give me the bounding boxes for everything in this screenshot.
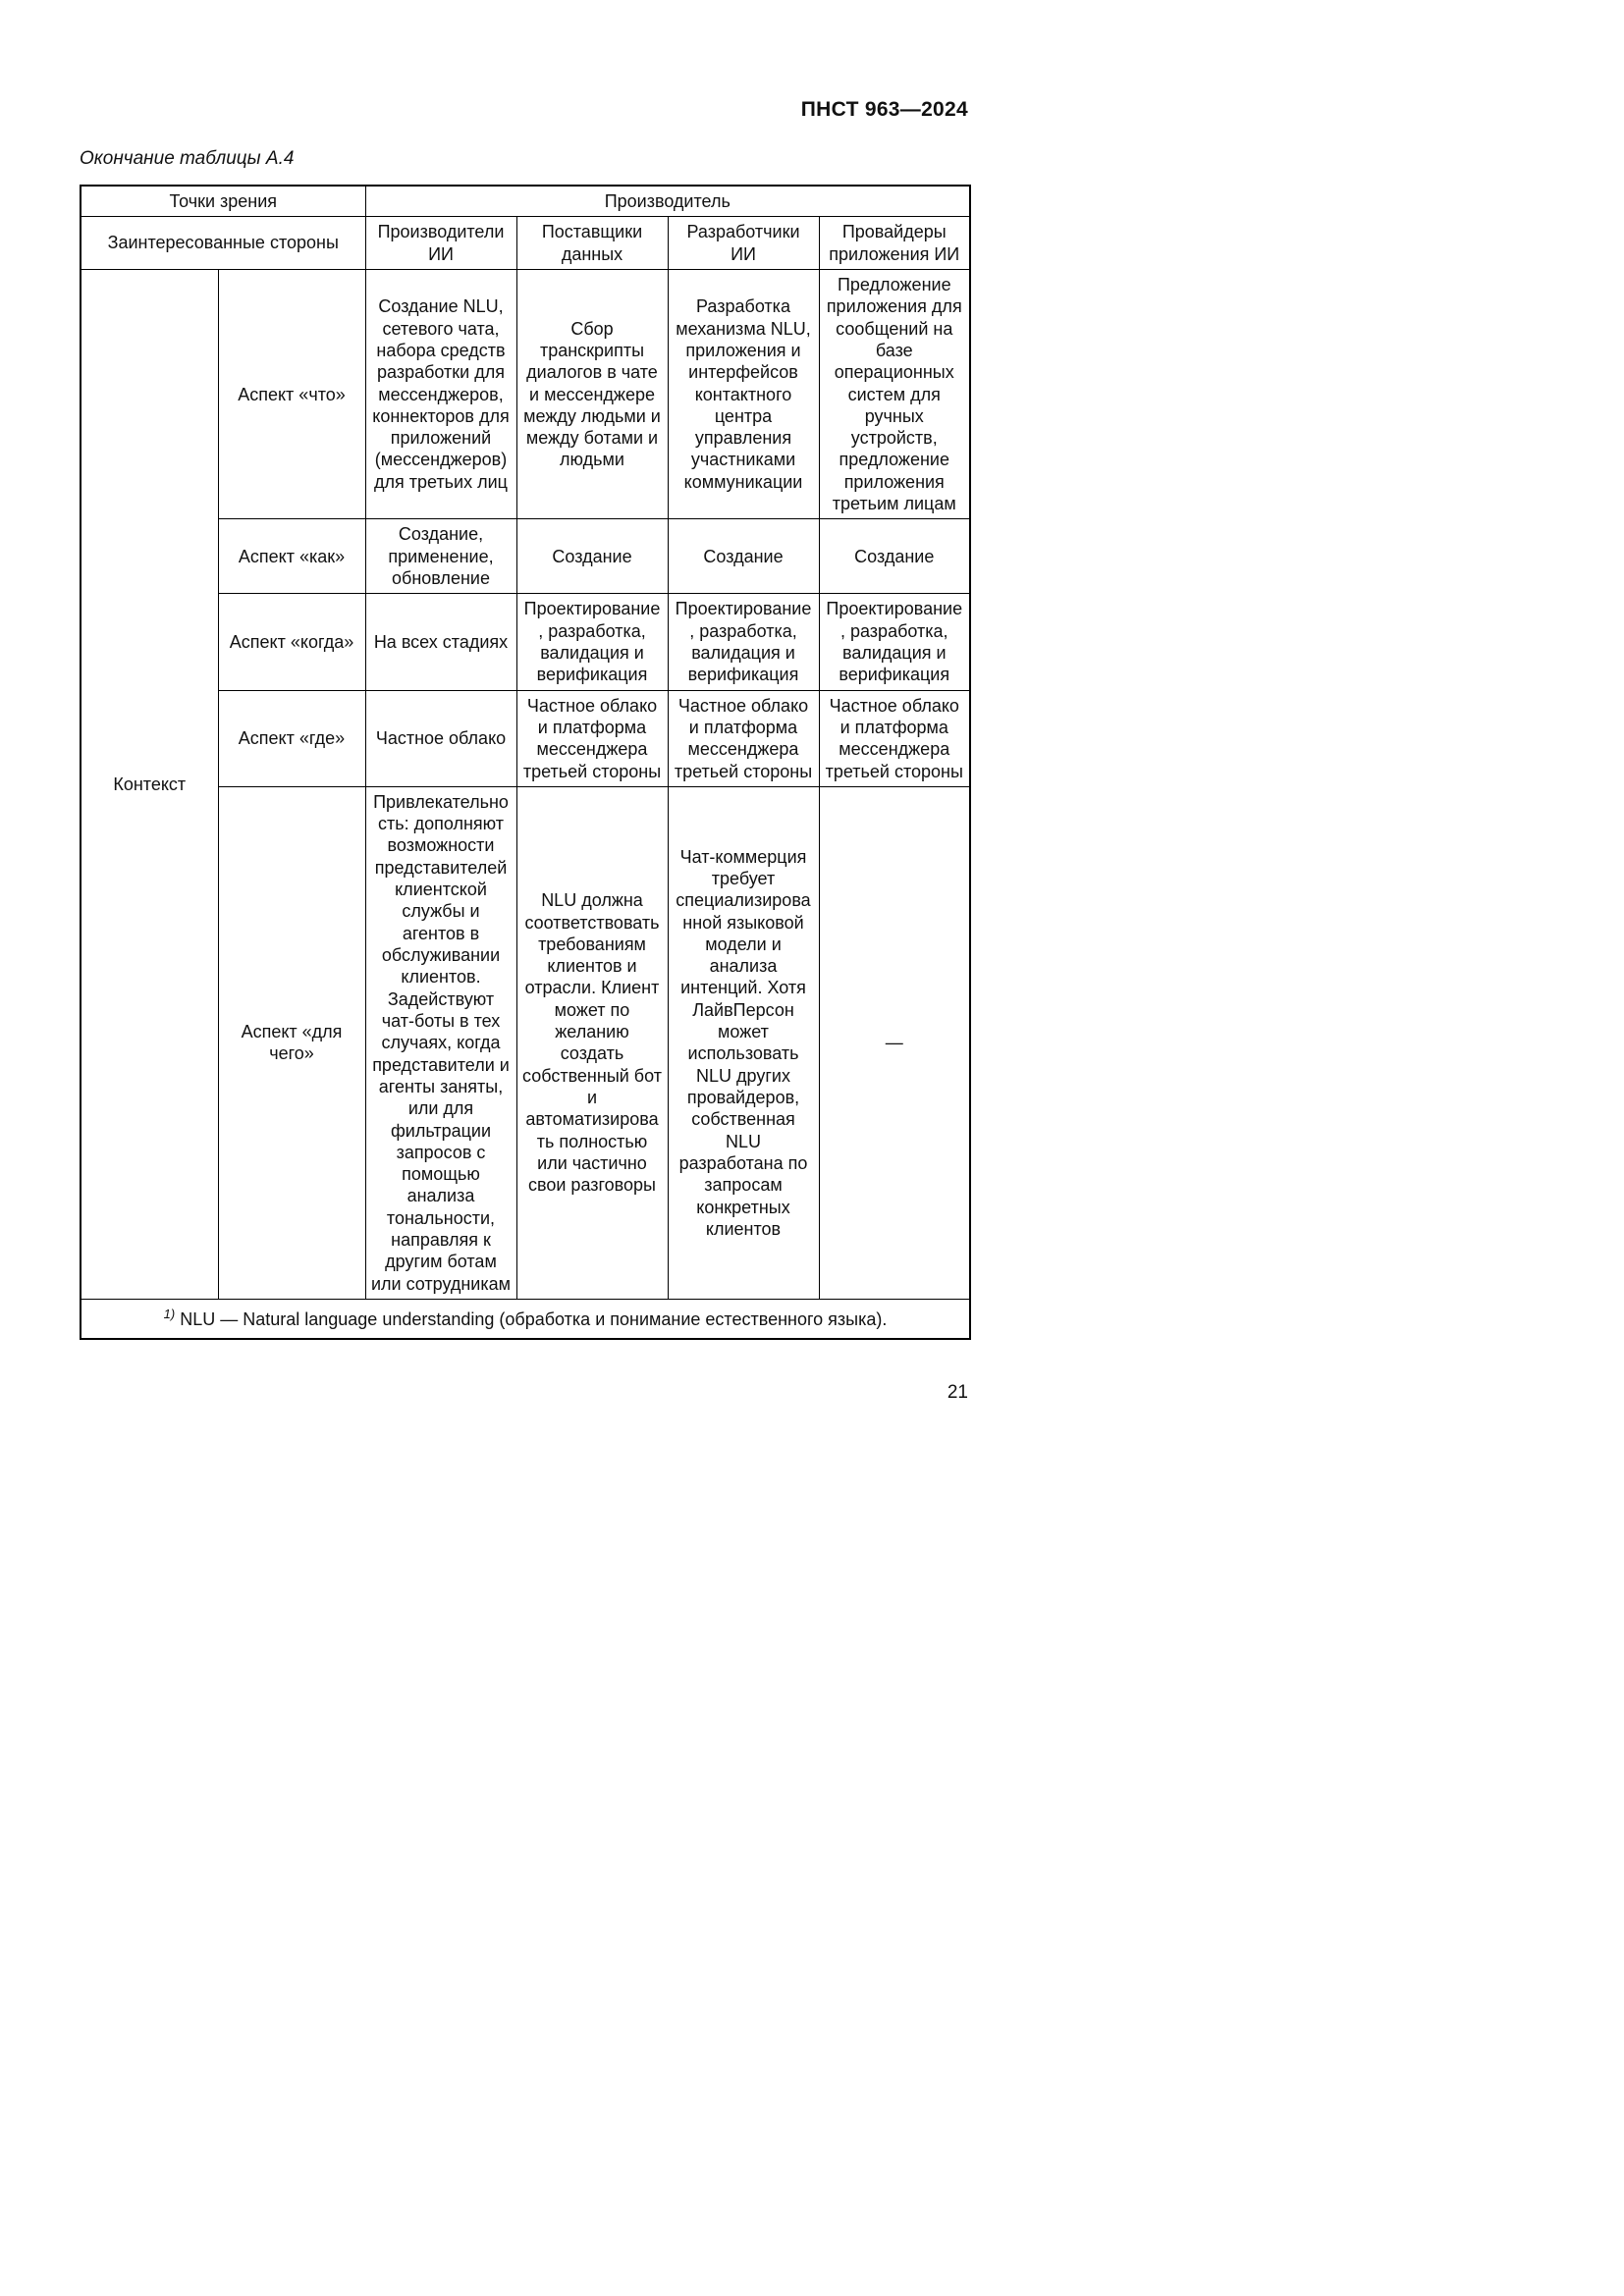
- footnote-marker: 1): [163, 1307, 176, 1322]
- table-footnote-row: [81, 1300, 970, 1339]
- table-cell: —: [819, 786, 970, 1299]
- table-header-row-columns: [81, 217, 970, 270]
- page-number: 21: [947, 1382, 968, 1403]
- footnote-text: NLU — Natural language understanding (обработка и понимание естественного языка).: [175, 1309, 888, 1330]
- table-cell: Частное облако и платформа мессенджера третьей стороны: [668, 690, 819, 786]
- table-cell: Частное облако и платформа мессенджера третьей стороны: [819, 690, 970, 786]
- table-cell: На всех стадиях: [365, 594, 516, 690]
- table-cell: Создание: [668, 519, 819, 594]
- document-header: ПНСТ 963—2024: [800, 98, 968, 121]
- table-cell: Создание, применение, обновление: [365, 519, 516, 594]
- table-cell: Частное облако и платформа мессенджера третьей стороны: [516, 690, 668, 786]
- aspect-label: Аспект «где»: [218, 690, 365, 786]
- table-caption: Окончание таблицы А.4: [80, 148, 295, 169]
- table-cell: Проектирование, разработка, валидация и верификация: [668, 594, 819, 690]
- table-cell: Создание: [819, 519, 970, 594]
- header-stakeholders: Заинтересованные стороны: [81, 217, 365, 270]
- table-cell: Сбор транскрипты диалогов в чате и мессенджере между людьми и между ботами и людьми: [516, 269, 668, 518]
- header-producer: Производитель: [365, 186, 970, 217]
- table-cell: Создание: [516, 519, 668, 594]
- header-col-ai-producers: Производители ИИ: [365, 217, 516, 270]
- table-cell: Предложение приложения для сообщений на базе операционных систем для ручных устройств, предложение приложения третьим лицам: [819, 269, 970, 518]
- aspect-label: Аспект «для чего»: [218, 786, 365, 1299]
- header-col-ai-developers: Разработчики ИИ: [668, 217, 819, 270]
- header-col-ai-app-providers: Провайдеры приложения ИИ: [819, 217, 970, 270]
- aspect-label: Аспект «когда»: [218, 594, 365, 690]
- footnote: [81, 1300, 970, 1339]
- table-a4: [80, 185, 971, 1340]
- context-cell: Контекст: [81, 269, 218, 1299]
- table-cell: Разработка механизма NLU, приложения и интерфейсов контактного центра управления участниками коммуникации: [668, 269, 819, 518]
- header-points-of-view: Точки зрения: [81, 186, 365, 217]
- table-cell: Проектирование, разработка, валидация и верификация: [516, 594, 668, 690]
- table-cell: Проектирование, разработка, валидация и верификация: [819, 594, 970, 690]
- aspect-label: Аспект «как»: [218, 519, 365, 594]
- table-header-row-groups: [81, 186, 970, 217]
- table-cell: Создание NLU, сетевого чата, набора средств разработки для мессенджеров, коннекторов для приложений (мессенджеров) для третьих лиц: [365, 269, 516, 518]
- table-cell: Привлекательность: дополняют возможности представителей клиентской службы и агентов в обслуживании клиентов. Задействуют чат-боты в тех случаях, когда представители и агенты заняты, или для фильтрации запросов с помощью анализа тональности, направляя к другим ботам или сотрудникам: [365, 786, 516, 1299]
- table-row-aspect-what: [81, 269, 970, 518]
- table-cell: NLU должна соответствовать требованиям клиентов и отрасли. Клиент может по желанию создать собственный бот и автоматизировать полностью или частично свои разговоры: [516, 786, 668, 1299]
- table-cell: Частное облако: [365, 690, 516, 786]
- aspect-label: Аспект «что»: [218, 269, 365, 518]
- header-col-data-suppliers: Поставщики данных: [516, 217, 668, 270]
- table-cell: Чат-коммерция требует специализированной языковой модели и анализа интенций. Хотя ЛайвПерсон может использовать NLU других провайдеров, собственная NLU разработана по запросам конкретных клиентов: [668, 786, 819, 1299]
